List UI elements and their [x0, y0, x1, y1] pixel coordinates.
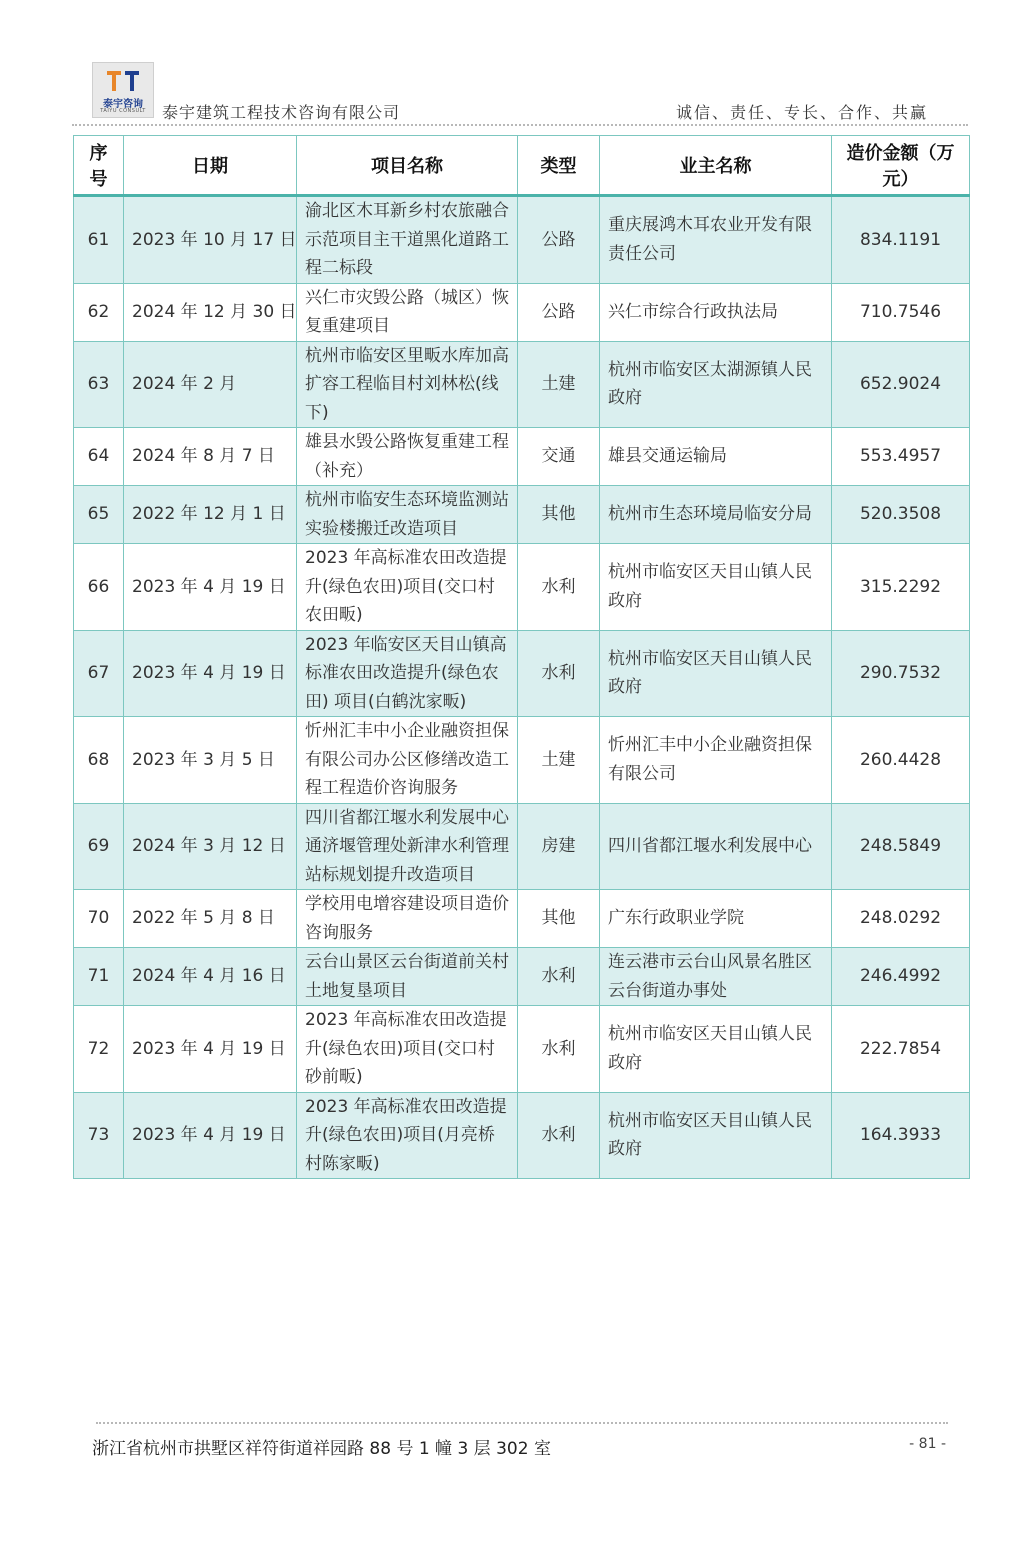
table-row	[74, 341, 970, 428]
cell-amount: 710.7546	[832, 283, 970, 341]
cell-type: 水利	[518, 948, 600, 1006]
cell-amount: 520.3508	[832, 486, 970, 544]
logo-text: 泰宇咨询	[103, 99, 143, 110]
cell-project: 忻州汇丰中小企业融资担保有限公司办公区修缮改造工程工程造价咨询服务	[297, 717, 518, 804]
cell-date: 2024 年 2 月	[124, 341, 297, 428]
cell-date: 2023 年 4 月 19 日	[124, 544, 297, 631]
cell-type: 土建	[518, 717, 600, 804]
cell-type: 其他	[518, 486, 600, 544]
cell-owner: 兴仁市综合行政执法局	[600, 283, 832, 341]
cell-project: 2023 年高标准农田改造提升(绿色农田)项目(交口村砂前畈)	[297, 1006, 518, 1093]
cell-owner: 杭州市生态环境局临安分局	[600, 486, 832, 544]
cell-amount: 164.3933	[832, 1092, 970, 1179]
cell-date: 2024 年 12 月 30 日	[124, 283, 297, 341]
cell-seq: 70	[74, 890, 124, 948]
cell-project: 云台山景区云台街道前关村土地复垦项目	[297, 948, 518, 1006]
cell-type: 水利	[518, 1006, 600, 1093]
cell-type: 公路	[518, 196, 600, 284]
cell-amount: 246.4992	[832, 948, 970, 1006]
cell-seq: 72	[74, 1006, 124, 1093]
cell-date: 2023 年 4 月 19 日	[124, 1006, 297, 1093]
header-divider	[72, 124, 968, 126]
table-row	[74, 948, 970, 1006]
cell-owner: 雄县交通运输局	[600, 428, 832, 486]
cell-date: 2023 年 3 月 5 日	[124, 717, 297, 804]
cell-type: 其他	[518, 890, 600, 948]
table-row	[74, 803, 970, 890]
page-header	[72, 62, 968, 128]
cell-seq: 73	[74, 1092, 124, 1179]
cell-type: 交通	[518, 428, 600, 486]
table-row	[74, 486, 970, 544]
cell-project: 杭州市临安生态环境监测站实验楼搬迁改造项目	[297, 486, 518, 544]
slogan: 诚信、责任、专长、合作、共赢	[675, 103, 928, 122]
cell-project: 四川省都江堰水利发展中心通济堰管理处新津水利管理站标规划提升改造项目	[297, 803, 518, 890]
cell-owner: 杭州市临安区天目山镇人民政府	[600, 544, 832, 631]
cell-amount: 315.2292	[832, 544, 970, 631]
header-project: 项目名称	[297, 136, 518, 196]
cell-seq: 66	[74, 544, 124, 631]
cell-date: 2022 年 12 月 1 日	[124, 486, 297, 544]
company-name: 泰宇建筑工程技术咨询有限公司	[162, 103, 401, 122]
cell-type: 房建	[518, 803, 600, 890]
cell-amount: 553.4957	[832, 428, 970, 486]
logo-subtext: TAIYU CONSULT	[100, 108, 146, 114]
cell-project: 2023 年高标准农田改造提升(绿色农田)项目(月亮桥村陈家畈)	[297, 1092, 518, 1179]
cell-project: 2023 年高标准农田改造提升(绿色农田)项目(交口村农田畈)	[297, 544, 518, 631]
table-row	[74, 428, 970, 486]
header-owner: 业主名称	[600, 136, 832, 196]
cell-project: 2023 年临安区天目山镇高标准农田改造提升(绿色农田) 项目(白鹤沈家畈)	[297, 630, 518, 717]
footer-address: 浙江省杭州市拱墅区祥符街道祥园路 88 号 1 幢 3 层 302 室	[92, 1439, 551, 1459]
cell-date: 2023 年 4 月 19 日	[124, 1092, 297, 1179]
cell-owner: 杭州市临安区天目山镇人民政府	[600, 630, 832, 717]
cell-owner: 连云港市云台山风景名胜区云台街道办事处	[600, 948, 832, 1006]
cell-date: 2024 年 4 月 16 日	[124, 948, 297, 1006]
cell-owner: 广东行政职业学院	[600, 890, 832, 948]
header-date: 日期	[124, 136, 297, 196]
cell-project: 渝北区木耳新乡村农旅融合示范项目主干道黑化道路工程二标段	[297, 196, 518, 284]
cell-amount: 652.9024	[832, 341, 970, 428]
company-logo	[92, 62, 154, 118]
cell-amount: 248.0292	[832, 890, 970, 948]
cell-seq: 68	[74, 717, 124, 804]
cell-owner: 杭州市临安区太湖源镇人民政府	[600, 341, 832, 428]
logo-mark-icon	[105, 69, 141, 93]
cell-amount: 248.5849	[832, 803, 970, 890]
page-number: - 81 -	[909, 1436, 946, 1452]
cell-owner: 忻州汇丰中小企业融资担保有限公司	[600, 717, 832, 804]
cell-date: 2022 年 5 月 8 日	[124, 890, 297, 948]
header-amount: 造价金额（万元）	[832, 136, 970, 196]
table-row	[74, 283, 970, 341]
cell-type: 水利	[518, 1092, 600, 1179]
cell-owner: 重庆展鸿木耳农业开发有限责任公司	[600, 196, 832, 284]
table-row	[74, 630, 970, 717]
footer-divider	[96, 1422, 948, 1424]
cell-owner: 杭州市临安区天目山镇人民政府	[600, 1092, 832, 1179]
table-header-row	[74, 136, 970, 196]
table-row	[74, 1092, 970, 1179]
cell-amount: 834.1191	[832, 196, 970, 284]
cell-seq: 62	[74, 283, 124, 341]
cell-project: 杭州市临安区里畈水库加高扩容工程临目村刘林松(线下)	[297, 341, 518, 428]
cell-amount: 222.7854	[832, 1006, 970, 1093]
table-row	[74, 890, 970, 948]
table-row	[74, 1006, 970, 1093]
cell-amount: 260.4428	[832, 717, 970, 804]
cell-seq: 63	[74, 341, 124, 428]
cell-owner: 杭州市临安区天目山镇人民政府	[600, 1006, 832, 1093]
table-row	[74, 544, 970, 631]
cell-seq: 69	[74, 803, 124, 890]
table-row	[74, 717, 970, 804]
cell-type: 水利	[518, 630, 600, 717]
cell-date: 2023 年 4 月 19 日	[124, 630, 297, 717]
table-body	[74, 196, 970, 1179]
cell-seq: 71	[74, 948, 124, 1006]
header-type: 类型	[518, 136, 600, 196]
cell-project: 雄县水毁公路恢复重建工程（补充）	[297, 428, 518, 486]
cell-project: 兴仁市灾毁公路（城区）恢复重建项目	[297, 283, 518, 341]
cell-date: 2024 年 3 月 12 日	[124, 803, 297, 890]
cell-amount: 290.7532	[832, 630, 970, 717]
cell-seq: 67	[74, 630, 124, 717]
cell-date: 2023 年 10 月 17 日	[124, 196, 297, 284]
cell-type: 水利	[518, 544, 600, 631]
cell-project: 学校用电增容建设项目造价咨询服务	[297, 890, 518, 948]
cell-owner: 四川省都江堰水利发展中心	[600, 803, 832, 890]
cell-date: 2024 年 8 月 7 日	[124, 428, 297, 486]
cell-type: 公路	[518, 283, 600, 341]
cell-type: 土建	[518, 341, 600, 428]
cell-seq: 64	[74, 428, 124, 486]
projects-table	[73, 135, 970, 1179]
header-seq: 序号	[74, 136, 124, 196]
cell-seq: 65	[74, 486, 124, 544]
cell-seq: 61	[74, 196, 124, 284]
table-row	[74, 196, 970, 284]
